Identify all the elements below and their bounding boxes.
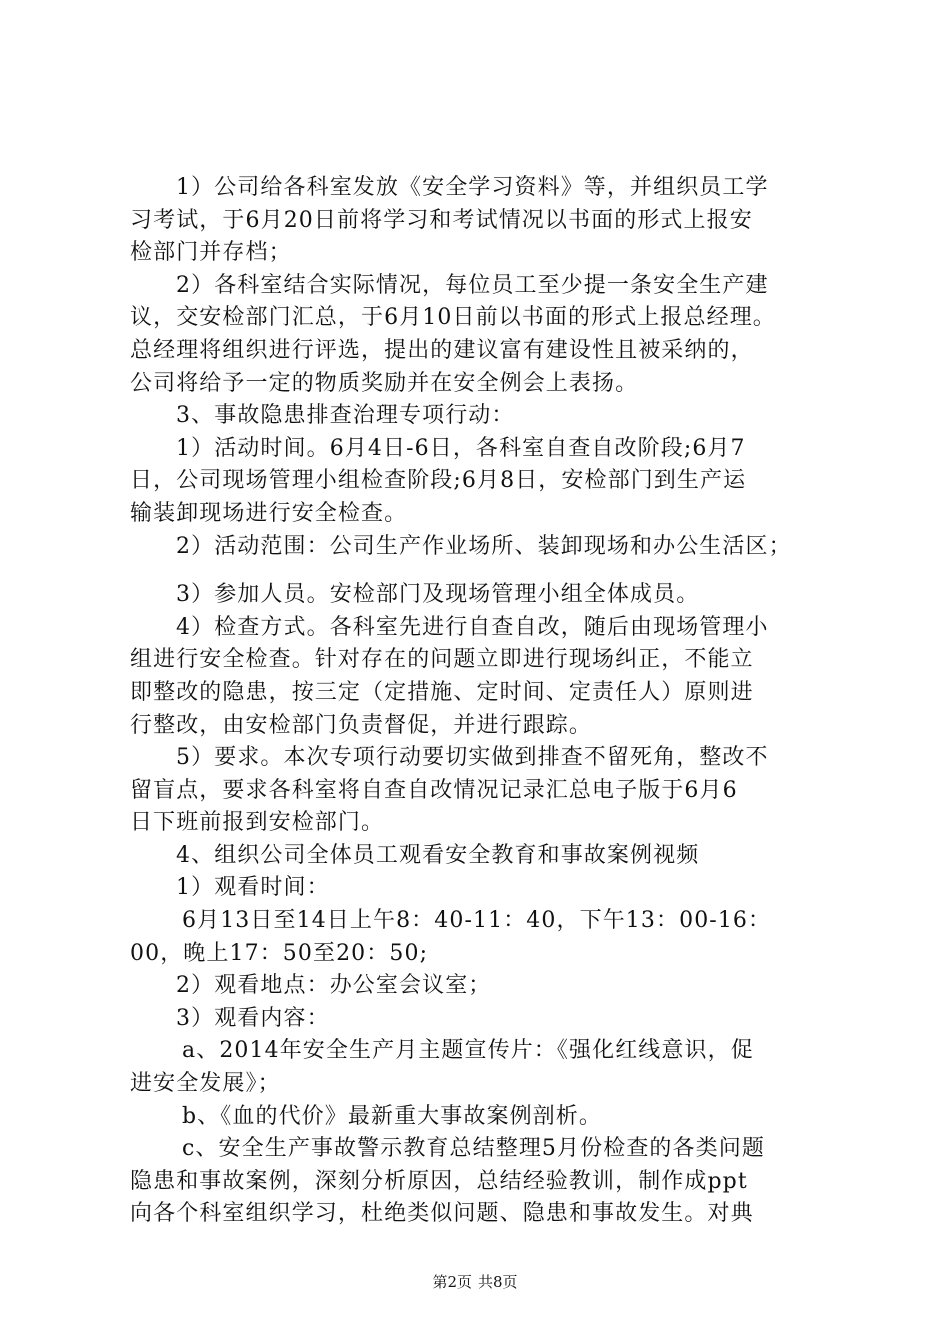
text-line: 检部门并存档； — [130, 240, 292, 266]
text-line: 1）观看时间： — [176, 875, 330, 901]
text-line: 进安全发展》； — [130, 1071, 281, 1097]
text-line: 即整改的隐患，按三定（定措施、定时间、定责任人）原则进 — [130, 679, 754, 705]
text-line: 6月13日至14日上午8：40-11：40，下午13：00-16： — [182, 908, 772, 934]
text-line: 2）活动范围：公司生产作业场所、装卸现场和办公生活区； — [176, 533, 792, 559]
text-line: 4）检查方式。各科室先进行自查自改，随后由现场管理小 — [176, 614, 769, 640]
page-footer — [0, 1272, 950, 1292]
page-total: 共8页 — [478, 1273, 518, 1291]
text-line: 留盲点，要求各科室将自查自改情况记录汇总电子版于6月6 — [130, 777, 738, 803]
paragraph-gap — [130, 563, 842, 579]
text-line: 隐患和事故案例，深刻分析原因，总结经验教训，制作成ppt — [130, 1168, 748, 1194]
text-line: 总经理将组织进行评选，提出的建议富有建设性且被采纳的， — [130, 337, 754, 363]
text-line: 00，晚上17：50至20：50; — [130, 940, 429, 966]
text-line: 3）参加人员。安检部门及现场管理小组全体成员。 — [176, 582, 700, 608]
section-heading: 4、组织公司全体员工观看安全教育和事故案例视频 — [176, 842, 700, 868]
document-body — [130, 172, 842, 1231]
text-line: b、《血的代价》最新重大事故案例剖析。 — [182, 1103, 602, 1129]
text-line: c、安全生产事故警示教育总结整理5月份检查的各类问题 — [182, 1136, 765, 1162]
section-heading: 3、事故隐患排查治理专项行动： — [176, 403, 515, 429]
page-number: 第2页 — [432, 1273, 472, 1291]
text-line: 1）公司给各科室发放《安全学习资料》等，并组织员工学 — [176, 175, 769, 200]
text-line: 向各个科室组织学习，杜绝类似问题、隐患和事故发生。对典 — [130, 1201, 754, 1227]
text-line: a、2014年安全生产月主题宣传片：《强化红线意识，促 — [182, 1038, 754, 1064]
text-line: 习考试，于6月20日前将学习和考试情况以书面的形式上报安 — [130, 207, 753, 233]
text-line: 日，公司现场管理小组检查阶段;6月8日，安检部门到生产运 — [130, 468, 747, 494]
text-line: 输装卸现场进行安全检查。 — [130, 500, 408, 526]
text-line: 行整改，由安检部门负责督促，并进行跟踪。 — [130, 712, 593, 738]
text-line: 日下班前报到安检部门。 — [130, 810, 385, 836]
text-line: 议，交安检部门汇总，于6月10日前以书面的形式上报总经理。 — [130, 305, 776, 331]
text-line: 1）活动时间。6月4日-6日，各科室自查自改阶段;6月7 — [176, 435, 746, 461]
text-line: 公司将给予一定的物质奖励并在安全例会上表扬。 — [130, 370, 639, 396]
text-line: 2）各科室结合实际情况，每位员工至少提一条安全生产建 — [176, 272, 769, 298]
text-line: 组进行安全检查。针对存在的问题立即进行现场纠正，不能立 — [130, 647, 754, 673]
text-line: 3）观看内容： — [176, 1005, 330, 1031]
text-line: 5）要求。本次专项行动要切实做到排查不留死角，整改不 — [176, 745, 769, 771]
text-line: 2）观看地点：办公室会议室； — [176, 973, 492, 999]
